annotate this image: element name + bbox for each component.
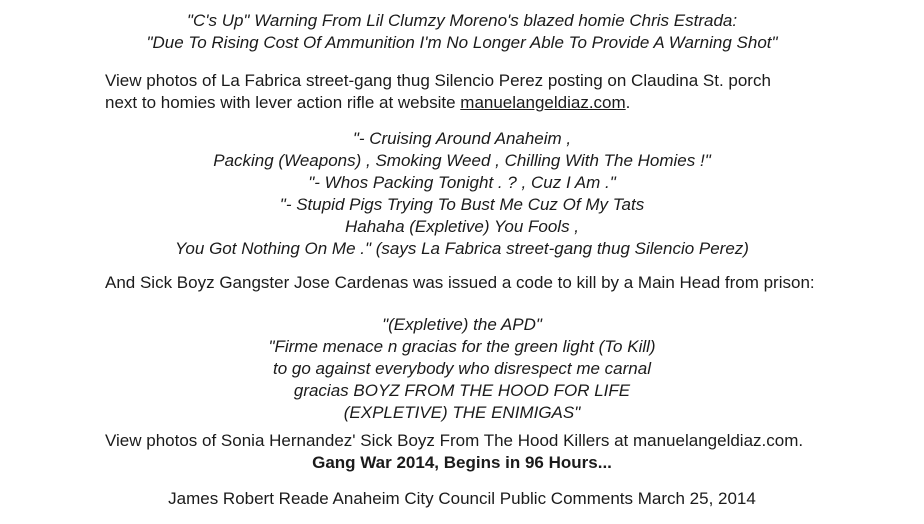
jose-paragraph-line: And Sick Boyz Gangster Jose Cardenas was issued a code to kill by a Main Head from prison: — [105, 273, 815, 292]
prison-quote — [0, 314, 924, 424]
warning-quote-line-2: "Due To Rising Cost Of Ammunition I'm No Longer Able To Provide A Warning Shot" — [146, 33, 778, 52]
silencio-quote-line-1: "- Cruising Around Anaheim , — [352, 129, 572, 148]
jose-paragraph — [0, 272, 924, 294]
gang-war-line: Gang War 2014, Begins in 96 Hours... — [312, 453, 612, 472]
silencio-quote-line-4: "- Stupid Pigs Trying To Bust Me Cuz Of My Tats — [279, 195, 645, 214]
sonia-line: View photos of Sonia Hernandez' Sick Boyz From The Hood Killers at manuelangeldiaz.com. — [105, 431, 804, 450]
prison-quote-line-5: (EXPLETIVE) THE ENIMIGAS" — [343, 403, 581, 422]
warning-quote — [0, 10, 924, 54]
la-fabrica-paragraph — [0, 70, 924, 114]
prison-quote-line-4: gracias BOYZ FROM THE HOOD FOR LIFE — [293, 381, 631, 400]
sonia-gangwar-paragraph — [0, 430, 924, 474]
la-fabrica-line-2 — [0, 92, 924, 114]
prison-quote-line-3: to go against everybody who disrespect me carnal — [273, 359, 651, 378]
footer-line: James Robert Reade Anaheim City Council Public Comments March 25, 2014 — [168, 489, 756, 508]
silencio-quote-line-6: You Got Nothing On Me ." (says La Fabrica street-gang thug Silencio Perez) — [175, 239, 749, 258]
la-fabrica-line-2-period: . — [625, 93, 631, 112]
warning-quote-line-1: "C's Up" Warning From Lil Clumzy Moreno's blazed homie Chris Estrada: — [186, 11, 738, 30]
footer-attribution — [0, 488, 924, 510]
prison-quote-line-1: "(Expletive) the APD" — [382, 315, 542, 334]
manuelangeldiaz-link[interactable]: manuelangeldiaz.com — [460, 93, 626, 112]
silencio-quote — [0, 128, 924, 260]
silencio-quote-line-5: Hahaha (Expletive) You Fools , — [344, 217, 580, 236]
silencio-quote-line-2: Packing (Weapons) , Smoking Weed , Chilling With The Homies !" — [213, 151, 711, 170]
la-fabrica-line-1: View photos of La Fabrica street-gang thug Silencio Perez posting on Claudina St. porch — [105, 71, 771, 90]
la-fabrica-line-2-text: next to homies with lever action rifle at website — [105, 93, 461, 112]
prison-quote-line-2: "Firme menace n gracias for the green light (To Kill) — [268, 337, 656, 356]
silencio-quote-line-3: "- Whos Packing Tonight . ? , Cuz I Am ." — [308, 173, 616, 192]
